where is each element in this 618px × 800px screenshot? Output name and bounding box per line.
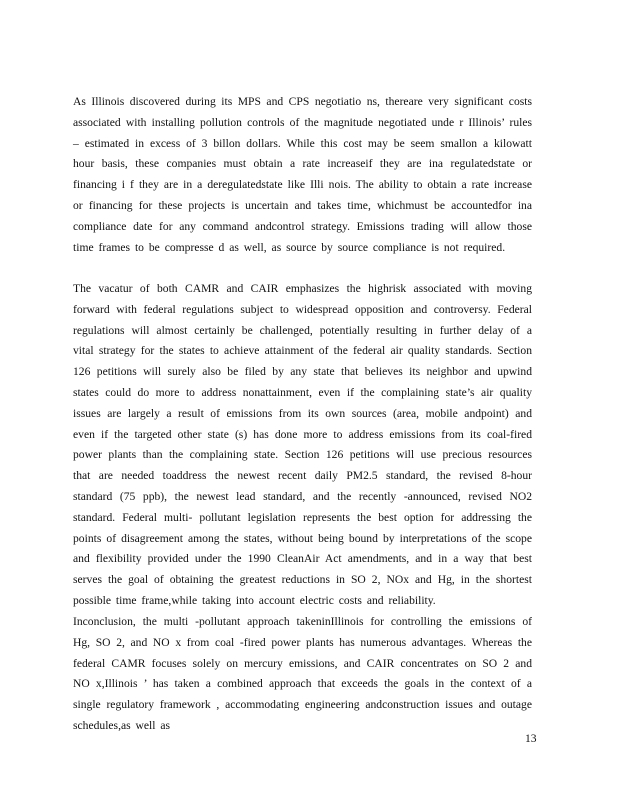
paragraph-camr-cair-vacatur: The vacatur of both CAMR and CAIR emphasizes the highrisk associated with moving forward with federal regulations subject to widespread opposition and controversy. Federal regulations will almost certainly be challenged, potentially resulting in further delay of a vital strategy for the states to achieve attainment of the federal air quality standards. Section 126 petitions will surely also be filed by any state that believes its neighbor and upwind states could do more to address nonattainment, even if the complaining state’s air quality issues are largely a result of emissions from its own sources (area, mobile andpoint) and even if the targeted other state (s) has done more to address emissions from its coal-fired power plants than the complaining state. Section 126 petitions will use precious resources that are needed toaddress the newest recent daily PM2.5 standard, the revised 8-hour standard (75 ppb), the newest lead standard, and the recently -announced, revised NO2 standard. Federal multi- pollutant legislation represents the best option for addressing the points of disagreement among the states, without being bound by interpretations of the scope and flexibility provided under the 1990 CleanAir Act amendments, and in a way that best serves the goal of obtaining the greatest reductions in SO 2, NOx and Hg, in the shortest possible time frame,while taking into account electric costs and reliability.	[73, 282, 532, 607]
paragraph-conclusion: Inconclusion, the multi -pollutant approach takeninIllinois for controlling the emissions of Hg, SO 2, and NO x from coal -fired power plants has numerous advantages. Whereas the federal CAMR focuses solely on mercury emissions, and CAIR concentrates on SO 2 and NO x,Illinois ’ has taken a combined approach that exceeds the goals in the context of a single regulatory framework , accommodating engineering andconstruction issues and outage schedules,as well as	[73, 615, 532, 732]
page-number: 13	[525, 732, 537, 745]
paragraph-mps-cps-costs: As Illinois discovered during its MPS and CPS negotiatio ns, thereare very significant costs associated with installing pollution controls of the magnitude negotiated unde r Illinois’ rules – estimated in excess of 3 billon dollars. While this cost may be seem smallon a kilowatt hour basis, these companies must obtain a rate increaseif they are ina regulatedstate or financing i f they are in a deregulatedstate like Illi nois. The ability to obtain a rate increase or financing for these projects is uncertain and takes time, whichmust be accountedfor ina compliance date for any command andcontrol strategy. Emissions trading will allow those time frames to be compresse d as well, as source by source compliance is not required.	[73, 95, 532, 254]
